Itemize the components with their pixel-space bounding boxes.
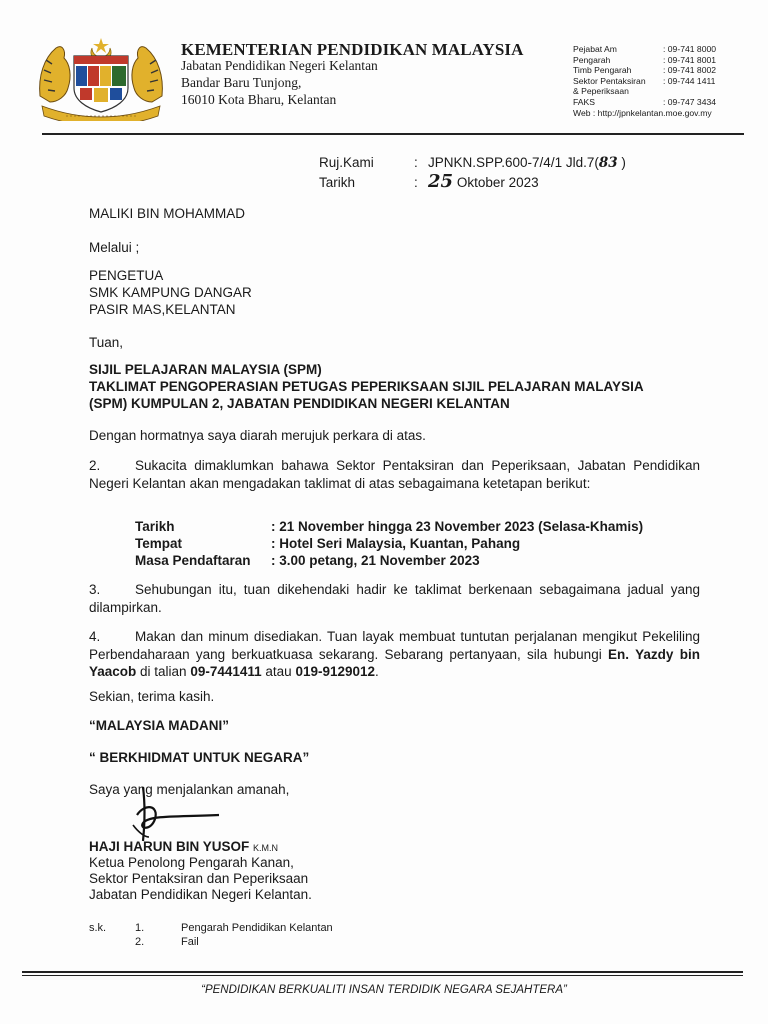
contact-block [573,44,716,118]
subject-line-2: TAKLIMAT PENGOPERASIAN PETUGAS PEPERIKSAAN SIJIL PELAJARAN MALAYSIA [89,379,644,394]
paragraph-2: 2. Sukacita dimaklumkan bahawa Sektor Pentaksiran dan Peperiksaan, Jabatan Pendidikan Negeri Kelantan akan mengadakan taklimat di atas sebagaimana ketetapan berikut: [89,458,700,491]
signature-icon [115,785,245,847]
reference-line: Ruj.Kami : JPNKN.SPP.600-7/4/1 Jld.7(83 ) [319,155,626,171]
footer-divider-thin [22,975,743,976]
paragraph-3: 3. Sehubungan itu, tuan dikehendaki hadir ke taklimat berkenaan sebagaimana jadual yang dilampirkan. [89,582,700,615]
closing-thanks: Sekian, terima kasih. [89,689,215,704]
footer-divider [22,971,743,973]
cc-label: s.k. [89,922,107,934]
website-link[interactable]: Web : http://jpnkelantan.moe.gov.my [573,107,712,118]
date-line: Tarikh : 25 Oktober 2023 [319,171,539,192]
contact-row: Pengarah : 09-741 8001 [573,54,717,65]
department-name: Jabatan Pendidikan Negeri Kelantan [181,58,378,73]
cc-item: Pengarah Pendidikan Kelantan [181,922,333,934]
slogan-2: “ BERKHIDMAT UNTUK NEGARA” [89,750,310,765]
detail-row: Tarikh : 21 November hingga 23 November 2023 (Selasa-Khamis) [135,519,644,534]
detail-row: Masa Pendaftaran : 3.00 petang, 21 November 2023 [135,553,480,568]
phone-number-1: 09-7441411 [190,664,262,679]
recipient-line-3: PASIR MAS,KELANTAN [89,302,236,317]
phone-number-2: 019-9129012 [295,664,376,679]
via-text: Melalui ; [89,240,140,255]
recipient-line-1: PENGETUA [89,268,164,283]
contact-row: Timb Pengarah : 09-741 8002 [573,65,717,76]
recipient-name: MALIKI BIN MOHAMMAD [89,206,246,221]
signatory-title-2: Sektor Pentaksiran dan Peperiksaan [89,871,309,886]
contact-row: Pejabat Am : 09-741 8000 [573,44,717,54]
signatory-name: HAJI HARUN BIN YUSOF K.M.N [89,839,279,854]
coat-of-arms-icon [36,36,166,121]
slogan-1: “MALAYSIA MADANI” [89,718,230,733]
ministry-name: KEMENTERIAN PENDIDIKAN MALAYSIA [181,40,524,59]
paragraph-4: 4. Makan dan minum disediakan. Tuan layak membuat tuntutan perjalanan mengikut Pekeliling Perbendaharaan yang berkuatkuasa sekarang. Sebarang pertanyaan, sila hubungi En. Yazdy bin Yaacob di talian 09-7441411 atau 019-9129012. [89,629,700,679]
address-line-1: Bandar Baru Tunjong, [181,75,302,90]
handwritten-day: 25 [428,171,454,192]
detail-row: Tempat : Hotel Seri Malaysia, Kuantan, Pahang [135,536,521,551]
closing-trust: Saya yang menjalankan amanah, [89,782,290,797]
footer-motto: “PENDIDIKAN BERKUALITI INSAN TERDIDIK NEGARA SEJAHTERA” [201,984,567,996]
subject-line-3: (SPM) KUMPULAN 2, JABATAN PENDIDIKAN NEGERI KELANTAN [89,396,510,411]
signatory-title-1: Ketua Penolong Pengarah Kanan, [89,855,294,870]
paragraph-1: Dengan hormatnya saya diarah merujuk perkara di atas. [89,428,426,443]
contact-row: FAKS : 09-747 3434 [573,96,717,107]
contact-row: Sektor Pentaksiran : 09-744 1411 [573,75,716,86]
cc-number: 2. [135,936,145,948]
cc-item: Fail [181,936,199,948]
signatory-title-3: Jabatan Pendidikan Negeri Kelantan. [89,887,312,902]
recipient-line-2: SMK KAMPUNG DANGAR [89,285,252,300]
contact-person: En. Yazdy bin Yaacob [89,646,700,679]
header-divider [42,133,744,135]
contact-row: & Peperiksaan [573,86,629,97]
cc-number: 1. [135,922,145,934]
salutation: Tuan, [89,335,124,350]
address-line-2: 16010 Kota Bharu, Kelantan [181,92,337,107]
subject-line-1: SIJIL PELAJARAN MALAYSIA (SPM) [89,362,322,377]
handwritten-ref-number: 83 [598,155,618,171]
